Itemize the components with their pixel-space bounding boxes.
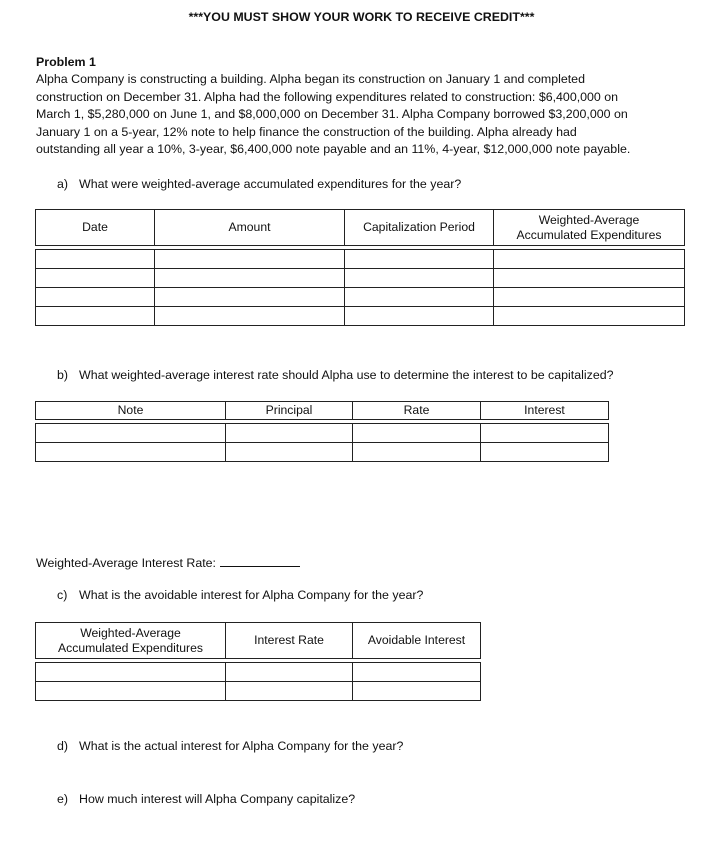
table-row: [36, 663, 481, 682]
weighted-average-rate-label: Weighted-Average Interest Rate:: [36, 556, 216, 570]
table-cell[interactable]: [481, 443, 609, 462]
table-cell[interactable]: [226, 682, 353, 701]
question-d-label: d): [57, 739, 69, 753]
question-e: [57, 792, 355, 806]
question-c-label: c): [57, 588, 68, 602]
question-d: [57, 739, 403, 753]
weighted-average-rate-line: [36, 554, 300, 570]
question-a-label: a): [57, 177, 69, 191]
table-cell[interactable]: [226, 443, 353, 462]
question-a-text: What were weighted-average accumulated expenditures for the year?: [79, 177, 462, 191]
table-cell[interactable]: [345, 307, 494, 326]
table-row: [36, 307, 685, 326]
col-header-amount: Amount: [155, 210, 345, 246]
table-cell[interactable]: [36, 682, 226, 701]
problem-line: January 1 on a 5-year, 12% note to help finance the construction of the building. Alpha already had: [36, 124, 577, 139]
table-cell[interactable]: [494, 250, 685, 269]
question-b-text: What weighted-average interest rate should Alpha use to determine the interest to be capitalized?: [79, 368, 614, 382]
question-e-text: How much interest will Alpha Company capitalize?: [79, 792, 356, 806]
col-header-capitalization-period: Capitalization Period: [345, 210, 494, 246]
table-cell[interactable]: [345, 288, 494, 307]
table-cell[interactable]: [353, 443, 481, 462]
table-cell[interactable]: [36, 663, 226, 682]
table-cell[interactable]: [155, 269, 345, 288]
table-header-row: [36, 402, 609, 420]
question-a: [57, 177, 461, 191]
col-header-interest: Interest: [481, 402, 609, 420]
work-instruction-header: ***YOU MUST SHOW YOUR WORK TO RECEIVE CREDIT***: [188, 10, 535, 24]
question-d-text: What is the actual interest for Alpha Company for the year?: [79, 739, 404, 753]
expenditures-table: [35, 209, 685, 326]
table-row: [36, 424, 609, 443]
avoidable-interest-table: [35, 622, 481, 701]
table-cell[interactable]: [155, 307, 345, 326]
table-cell[interactable]: [36, 269, 155, 288]
table-cell[interactable]: [494, 269, 685, 288]
table-cell[interactable]: [353, 424, 481, 443]
problem-line: outstanding all year a 10%, 3-year, $6,400,000 note payable and an 11%, 4-year, $12,000,000 note payable.: [36, 142, 631, 156]
col-header-avoidable-interest: Avoidable Interest: [353, 623, 481, 659]
table-cell[interactable]: [494, 307, 685, 326]
table-cell[interactable]: [36, 288, 155, 307]
table-cell[interactable]: [36, 250, 155, 269]
table-cell[interactable]: [36, 307, 155, 326]
table-row: [36, 269, 685, 288]
table-cell[interactable]: [494, 288, 685, 307]
table-header-row: [36, 623, 481, 659]
table-header-row: [36, 210, 685, 246]
problem-statement: [36, 71, 686, 159]
table-cell[interactable]: [36, 424, 226, 443]
table-cell[interactable]: [345, 269, 494, 288]
question-b-label: b): [57, 368, 69, 382]
problem-line: Alpha Company is constructing a building. Alpha began its construction on January 1 and completed: [36, 72, 585, 86]
col-header-principal: Principal: [226, 402, 353, 420]
table-row: [36, 682, 481, 701]
question-c-text: What is the avoidable interest for Alpha Company for the year?: [79, 588, 424, 602]
weighted-average-rate-blank[interactable]: [220, 554, 300, 567]
col-header-date: Date: [36, 210, 155, 246]
header-line: Weighted-Average: [80, 625, 181, 640]
table-cell[interactable]: [345, 250, 494, 269]
question-b: [57, 368, 614, 382]
header-line: Accumulated Expenditures: [516, 227, 662, 242]
col-header-weighted-average-accumulated-expenditures: [36, 623, 226, 659]
question-c: [57, 588, 423, 602]
question-e-label: e): [57, 792, 69, 806]
table-cell[interactable]: [481, 424, 609, 443]
table-cell[interactable]: [155, 250, 345, 269]
col-header-interest-rate: Interest Rate: [226, 623, 353, 659]
col-header-note: Note: [36, 402, 226, 420]
header-line: Accumulated Expenditures: [58, 640, 203, 655]
table-cell[interactable]: [155, 288, 345, 307]
table-cell[interactable]: [353, 682, 481, 701]
table-cell[interactable]: [226, 663, 353, 682]
col-header-rate: Rate: [353, 402, 481, 420]
interest-rate-table: [35, 401, 609, 462]
problem-line: March 1, $5,280,000 on June 1, and $8,000,000 on December 31. Alpha Company borrowed $3,200,000 on: [36, 107, 628, 121]
header-line: Weighted-Average: [538, 212, 640, 227]
col-header-weighted-average-accumulated-expenditures: [494, 210, 685, 246]
table-row: [36, 443, 609, 462]
table-cell[interactable]: [353, 663, 481, 682]
problem-line: construction on December 31. Alpha had the following expenditures related to construction: $6,400,000 on: [36, 89, 619, 104]
table-row: [36, 288, 685, 307]
table-cell[interactable]: [226, 424, 353, 443]
problem-title: Problem 1: [36, 55, 96, 69]
table-row: [36, 250, 685, 269]
table-cell[interactable]: [36, 443, 226, 462]
